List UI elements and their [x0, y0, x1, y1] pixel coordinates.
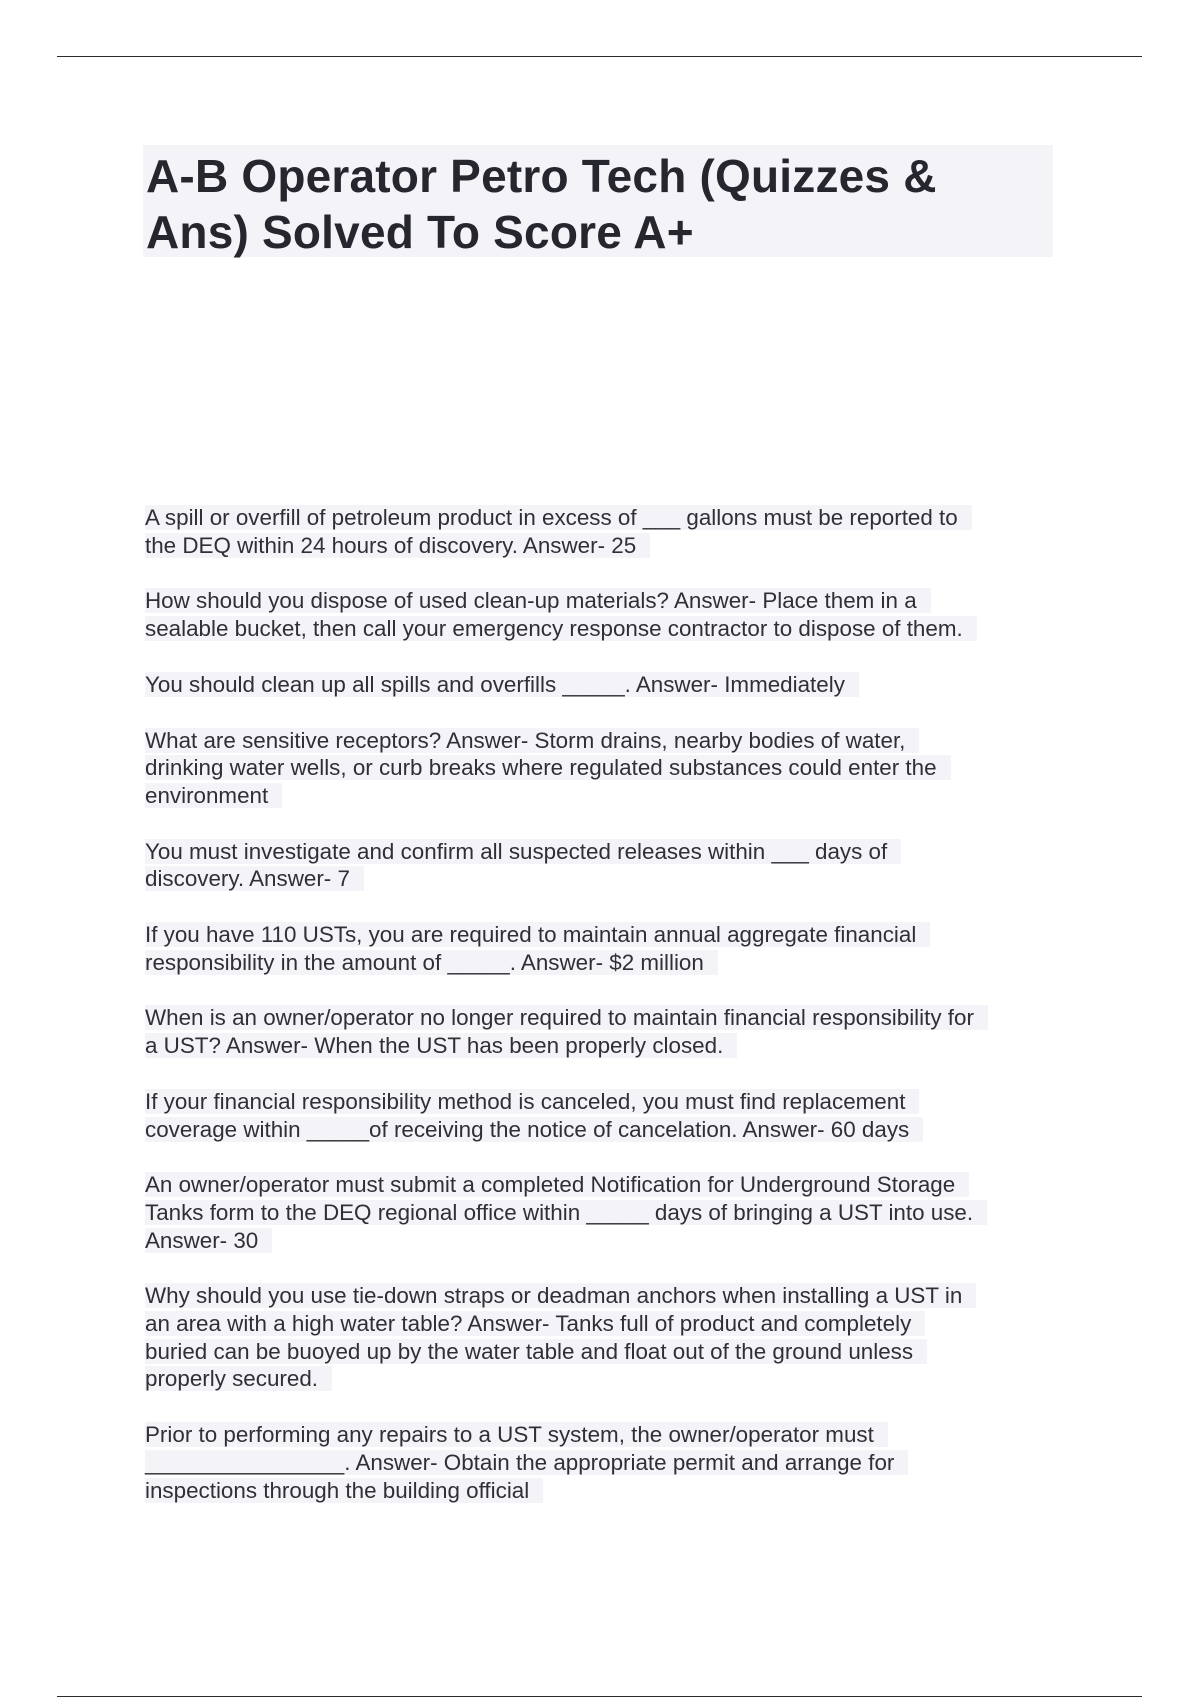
- top-divider: [57, 56, 1142, 57]
- qa-item: [145, 1421, 1060, 1504]
- qa-text: You should clean up all spills and overfills _____. Answer- Immediately: [145, 672, 859, 697]
- qa-item: [145, 727, 1060, 810]
- qa-item: [145, 1088, 1060, 1143]
- qa-text: An owner/operator must submit a completed Notification for Underground Storage Tanks form to the DEQ regional office within _____ days of bringing a UST into use. Answer- 30: [145, 1172, 987, 1252]
- qa-item: [145, 1282, 1060, 1393]
- qa-text: You must investigate and confirm all suspected releases within ___ days of discovery. Answer- 7: [145, 839, 901, 892]
- qa-text: Prior to performing any repairs to a UST system, the owner/operator must ________________. Answer- Obtain the appropriate permit and arrange for inspections through the building official: [145, 1422, 908, 1502]
- qa-item: [145, 504, 1060, 559]
- qa-text: What are sensitive receptors? Answer- Storm drains, nearby bodies of water, drinking water wells, or curb breaks where regulated substances could enter the environment: [145, 728, 951, 808]
- qa-item: [145, 838, 1060, 893]
- qa-item: [145, 1171, 1060, 1254]
- document-title: A-B Operator Petro Tech (Quizzes & Ans) Solved To Score A+: [146, 150, 937, 258]
- qa-item: [145, 921, 1060, 976]
- qa-text: If your financial responsibility method is canceled, you must find replacement coverage within _____of receiving the notice of cancelation. Answer- 60 days: [145, 1089, 923, 1142]
- qa-list: [145, 504, 1060, 1532]
- qa-text: A spill or overfill of petroleum product in excess of ___ gallons must be reported to the DEQ within 24 hours of discovery. Answer- 25: [145, 505, 972, 558]
- qa-item: [145, 671, 1060, 699]
- qa-item: [145, 587, 1060, 642]
- qa-text: How should you dispose of used clean-up materials? Answer- Place them in a sealable bucket, then call your emergency response contractor to dispose of them.: [145, 588, 977, 641]
- qa-text: If you have 110 USTs, you are required to maintain annual aggregate financial responsibility in the amount of _____. Answer- $2 million: [145, 922, 930, 975]
- qa-item: [145, 1004, 1060, 1059]
- qa-text: Why should you use tie-down straps or deadman anchors when installing a UST in an area with a high water table? Answer- Tanks full of product and completely buried can be buoyed up by the water table and float out of the ground unless properly secured.: [145, 1283, 976, 1391]
- qa-text: When is an owner/operator no longer required to maintain financial responsibility for a UST? Answer- When the UST has been properly closed.: [145, 1005, 988, 1058]
- bottom-divider: [57, 1696, 1142, 1697]
